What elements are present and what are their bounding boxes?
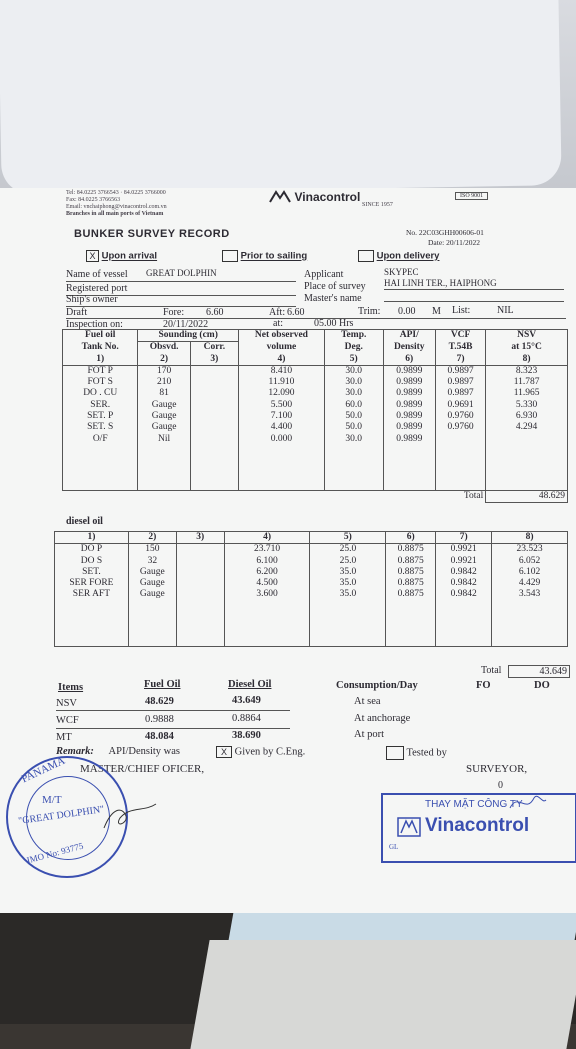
fuel-total-row [63,491,568,503]
header-cell: Tank No. [63,342,138,354]
header-cell: 8) [492,532,568,544]
table-row [63,445,568,456]
table-cell: FOT P [63,365,138,377]
table-row [63,434,568,445]
table-cell: 23.710 [224,544,310,556]
table-row [63,365,568,377]
table-cell: 0.9842 [436,578,492,589]
table-cell: 8.323 [486,365,568,377]
master-label: Master's name [304,293,362,304]
table-cell: 6.102 [492,567,568,578]
header-cell: volume [238,342,324,354]
table-cell: 30.0 [324,388,383,399]
header-cell: 1) [55,532,129,544]
divider [56,710,290,711]
vinacontrol-logo-icon [397,817,421,837]
table-cell: 12.090 [238,388,324,399]
given-by-label: Given by C.Eng. [234,746,306,758]
items-header: Items [58,682,84,693]
header-cell: at 15°C [486,342,568,354]
vessel-name-value: GREAT DOLPHIN [146,268,217,278]
table-cell: 0.9691 [435,400,485,411]
header-cell: 6) [386,532,436,544]
table-cell: Gauge [128,578,176,589]
table-cell: 0.9897 [435,388,485,399]
diesel-header-row [55,532,568,544]
table-cell [176,567,224,578]
remark-row [56,746,180,757]
header-cell: Deg. [324,342,383,354]
table-cell: 35.0 [310,567,386,578]
table-cell: 6.200 [224,567,310,578]
place-label: Place of survey [304,281,366,292]
survey-form-page [0,188,576,913]
place-value: HAI LINH TER., HAIPHONG [384,278,497,288]
table-cell: 30.0 [324,365,383,377]
table-row [55,601,568,612]
table-cell: 150 [128,544,176,556]
table-cell: 3.543 [492,589,568,600]
table-cell [486,434,568,445]
header-cell: Temp. [324,330,383,342]
header-cell: 4) [224,532,310,544]
fuel-header-row [63,354,568,366]
inspection-label: Inspection on: [66,319,123,330]
vessel-name-label: Name of vessel [66,269,128,280]
at-sea-label: At sea [354,696,381,707]
table-cell: 0.9897 [435,365,485,377]
mt-fuel: 48.084 [145,731,174,742]
table-cell: 3.600 [224,589,310,600]
header-cell: Obsvd. [138,342,190,354]
table-cell: 0.9921 [436,544,492,556]
table-cell [176,578,224,589]
divider [66,281,296,282]
table-cell: 11.965 [486,388,568,399]
checkbox-upon-arrival[interactable]: X [86,250,99,262]
table-cell: 50.0 [324,422,383,433]
table-cell: SET. S [63,422,138,433]
table-row [55,556,568,567]
table-row [63,479,568,491]
wcf-label: WCF [56,715,79,726]
table-row [55,567,568,578]
table-cell: 0.8875 [386,544,436,556]
table-cell: 4.500 [224,578,310,589]
table-cell: 11.910 [238,377,324,388]
document-date [428,238,480,247]
table-cell: SER FORE [55,578,129,589]
table-cell: Gauge [138,422,190,433]
header-cell: 2) [128,532,176,544]
diesel-total-value: 43.649 [508,665,570,678]
header-cell: 3) [190,354,238,366]
stamp-top-text: PANAMA [19,754,68,786]
table-cell [176,544,224,556]
header-cell: API/ [383,330,435,342]
table-row [63,411,568,422]
table-cell: Nil [138,434,190,445]
date-label: Date: [428,238,445,247]
fore-value: 6.60 [206,307,224,318]
no-label: No. [406,228,418,237]
header-cell: 1) [63,354,138,366]
table-cell: 0.9899 [383,411,435,422]
table-cell: 30.0 [324,434,383,445]
stamp-mt: M/T [42,794,62,806]
given-by-option[interactable] [216,746,305,758]
header-cell: 3) [176,532,224,544]
table-cell: 6.930 [486,411,568,422]
trim-unit: M [432,306,441,317]
diesel-total-label: Total [481,665,502,676]
table-cell: 210 [138,377,190,388]
table-cell: 6.052 [492,556,568,567]
at-label: at: [273,318,283,329]
date-value: 20/11/2022 [446,238,481,247]
table-cell [190,400,238,411]
fuel-oil-header: Fuel Oil [144,679,181,690]
company-logo [268,190,360,204]
previous-page [0,0,562,195]
header-cell: 7) [436,532,492,544]
do-label: DO [534,680,550,691]
table-cell: 0.9899 [383,365,435,377]
table-cell: 0.000 [238,434,324,445]
wcf-diesel: 0.8864 [232,713,261,724]
mt-diesel: 38.690 [232,730,261,741]
table-cell: 35.0 [310,578,386,589]
option-upon-delivery[interactable] [358,250,439,262]
table-cell: 0.9842 [436,589,492,600]
table-cell: 0.9760 [435,411,485,422]
table-cell: 23.523 [492,544,568,556]
table-row [63,456,568,467]
trim-label: Trim: [358,306,381,317]
diesel-title: diesel oil [66,516,103,527]
surveyor-stamp-line: THAY MẶT CÔNG TY [425,799,523,810]
diesel-oil-header: Diesel Oil [228,679,272,690]
contact-line: Branches in all main ports of Vietnam [66,211,164,217]
tested-by-label: Tested by [406,747,447,759]
table-cell: 32 [128,556,176,567]
contact-line: Email: vnchaiphong@vinacontrol.com.vn [66,204,167,210]
aft-label: Aft: [269,307,286,318]
at-port-label: At port [354,729,385,740]
header-cell: Sounding (cm) [138,330,239,342]
master-signature-label: MASTER/CHIEF OFICER, [80,763,205,775]
prior-to-sailing-label: Prior to sailing [240,250,308,262]
header-cell: T.54B [435,342,485,354]
table-row [55,544,568,556]
checkbox-upon-delivery[interactable] [358,250,374,262]
checkbox-tested-by[interactable] [386,746,404,760]
aft-value: 6.60 [287,307,305,318]
table-row [55,635,568,647]
upon-arrival-label: Upon arrival [101,250,158,262]
surveyor-stamp-small: GL [389,843,399,851]
fuel-header-row [63,342,568,354]
table-cell: SET. [55,567,129,578]
table-cell: Gauge [128,589,176,600]
fuel-total-value: 48.629 [486,491,568,503]
table-cell: 25.0 [310,544,386,556]
table-cell: 0.8875 [386,589,436,600]
contact-line: Tel: 84.0225 3766543 · 84.0225 3766000 [66,190,166,196]
header-cell: NSV [486,330,568,342]
stamp-vessel-name: "GREAT DOLPHIN" [17,804,105,827]
table-cell: 0.9842 [436,567,492,578]
fuel-oil-table [62,329,568,503]
table-cell: DO . CU [63,388,138,399]
option-upon-arrival[interactable] [86,250,157,262]
mt-label: MT [56,732,72,743]
trim-value: 0.00 [398,306,416,317]
no-value: 22C03GHH00606-01 [418,228,484,237]
logo-mark-icon [268,190,292,204]
header-cell: Corr. [190,342,238,354]
table-cell: 0.9899 [383,400,435,411]
surveyor-signature-icon [508,788,548,818]
diesel-oil-table [54,531,568,647]
table-row [55,589,568,600]
header-cell: 8) [486,354,568,366]
table-cell: Gauge [138,411,190,422]
table-cell: SET. P [63,411,138,422]
table-row [63,400,568,411]
at-anchorage-label: At anchorage [354,713,411,724]
option-prior-to-sailing[interactable] [222,250,307,262]
table-cell: 5.500 [238,400,324,411]
table-cell: SER. [63,400,138,411]
table-cell: FOT S [63,377,138,388]
table-cell [435,434,485,445]
table-cell: 81 [138,388,190,399]
table-cell: SER AFT [55,589,129,600]
tested-by-option[interactable] [386,746,447,760]
background-paper [190,940,576,1049]
table-cell: 6.100 [224,556,310,567]
list-value: NIL [497,305,514,316]
table-row [63,377,568,388]
table-cell [190,388,238,399]
table-row [63,468,568,479]
contact-line: Fax: 84.0225 3766563 [66,197,121,203]
iso-badge: ISO 9001 [455,192,488,200]
header-cell: 7) [435,354,485,366]
logo-tag: SINCE 1957 [362,202,393,208]
ship-owner-label: Ship's owner [66,294,118,305]
remark-text: API/Density was [108,746,181,757]
applicant-label: Applicant [304,269,344,280]
header-cell: Fuel oil [63,330,138,342]
table-cell: Gauge [128,567,176,578]
table-cell: DO P [55,544,129,556]
stamp-imo: IMO No: 93775 [25,840,85,866]
table-cell [176,589,224,600]
table-cell: 60.0 [324,400,383,411]
header-cell: 4) [238,354,324,366]
nsv-label: NSV [56,698,78,709]
surveyor-mark: 0 [498,780,503,791]
table-cell: 50.0 [324,411,383,422]
draft-label: Draft [66,307,88,318]
table-cell: O/F [63,434,138,445]
table-cell: 170 [138,365,190,377]
table-cell: 7.100 [238,411,324,422]
table-cell: 30.0 [324,377,383,388]
table-cell: 0.9921 [436,556,492,567]
nsv-fuel: 48.629 [145,696,174,707]
table-cell: Gauge [138,400,190,411]
surveyor-stamp-brand: Vinacontrol [425,815,530,836]
checkbox-prior-to-sailing[interactable] [222,250,238,262]
header-cell: VCF [435,330,485,342]
table-cell: 0.9899 [383,434,435,445]
table-cell [190,365,238,377]
table-row [55,623,568,634]
table-cell: 0.9897 [435,377,485,388]
fo-label: FO [476,680,491,691]
table-cell [190,434,238,445]
logo-text: Vinacontrol [294,190,361,204]
table-cell: 8.410 [238,365,324,377]
table-cell: 5.330 [486,400,568,411]
master-signature-icon [100,798,160,838]
header-cell: Net observed [238,330,324,342]
table-cell [190,377,238,388]
header-cell: 2) [138,354,190,366]
checkbox-given-by[interactable]: X [216,746,232,758]
header-cell: 5) [310,532,386,544]
at-value: 05.00 Hrs [314,318,354,329]
table-row [63,388,568,399]
table-row [63,422,568,433]
table-cell: 4.429 [492,578,568,589]
total-label: Total [63,491,486,503]
table-cell: 0.9899 [383,422,435,433]
remark-label: Remark: [56,746,94,757]
table-cell [176,556,224,567]
wcf-fuel: 0.9888 [145,714,174,725]
table-cell: 4.400 [238,422,324,433]
table-cell: 25.0 [310,556,386,567]
list-label: List: [452,305,471,316]
upon-delivery-label: Upon delivery [376,250,440,262]
header-cell: 6) [383,354,435,366]
table-cell: 0.9899 [383,388,435,399]
registered-port-label: Registered port [66,283,128,294]
table-cell: 11.787 [486,377,568,388]
table-cell: 0.9760 [435,422,485,433]
surveyor-signature-label: SURVEYOR, [466,763,528,775]
table-cell: DO S [55,556,129,567]
fuel-header-row [63,330,568,342]
form-title: BUNKER SURVEY RECORD [74,228,230,240]
table-cell: 0.9899 [383,377,435,388]
table-cell: 0.8875 [386,556,436,567]
document-number [406,228,484,237]
applicant-value: SKYPEC [384,267,419,277]
table-row [55,578,568,589]
table-cell: 4.294 [486,422,568,433]
fore-label: Fore: [163,307,185,318]
header-cell: 5) [324,354,383,366]
table-cell: 0.8875 [386,578,436,589]
divider [384,301,564,302]
divider [56,728,290,729]
nsv-diesel: 43.649 [232,695,261,706]
divider [384,289,564,290]
consumption-label: Consumption/Day [336,680,418,691]
inspection-date: 20/11/2022 [163,319,209,330]
header-cell: Density [383,342,435,354]
table-cell [190,411,238,422]
table-row [55,612,568,623]
table-cell: 35.0 [310,589,386,600]
table-cell: 0.8875 [386,567,436,578]
table-cell [190,422,238,433]
contact-block [66,190,167,218]
